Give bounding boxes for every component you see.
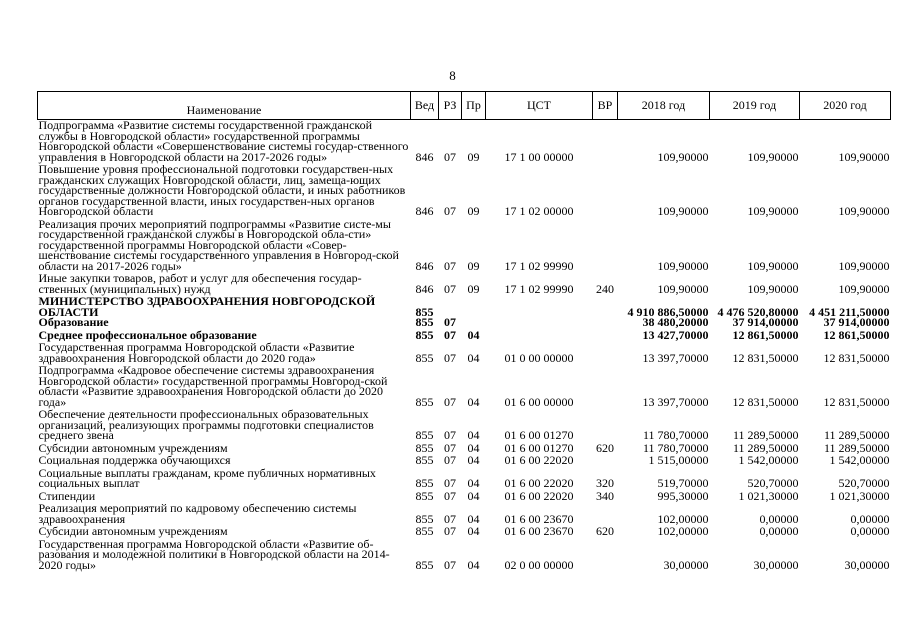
row-name: Реализация мероприятий по кадровому обеспечению системы здравоохранения [38,501,357,526]
row-2020: 11 289,50000 [823,440,890,455]
header-2020: 2020 год [800,92,891,120]
row-ved: 855 [415,524,434,538]
row-2019: 1 542,00000 [738,453,799,467]
table-row [38,503,891,526]
row-rz: 07 [444,327,456,342]
row-ved: 855 [415,488,434,503]
row-2020: 4 451 211,50000 [809,304,890,319]
row-cst: 01 6 00 22020 [504,476,574,490]
row-2018: 13 427,70000 [642,327,709,342]
row-2018: 4 910 886,50000 [627,304,709,319]
row-cst: 17 1 02 99990 [504,258,574,273]
header-rz: РЗ [439,92,462,120]
table-row [38,342,891,365]
row-ved: 855 [415,428,434,442]
row-pr [462,296,486,317]
row-rz: 07 [444,315,456,329]
row-vr [593,296,618,317]
row-name: Иные закупки товаров, работ и услуг для обеспечения государ-ственных (муниципальных) нужд [38,271,362,296]
row-2020: 30,00000 [844,557,890,572]
header-ved: Вед [411,92,439,120]
row-ved: 846 [415,149,434,164]
row-ved: 846 [415,204,434,218]
row-2020: 109,90000 [838,258,890,273]
row-2019: 1 021,30000 [738,488,799,503]
row-pr: 04 [467,557,480,572]
row-2019: 109,90000 [747,281,799,296]
row-name: Государственная программа Новгородской области «Развитие здравоохранения Новгородской области до 2020 года» [38,340,355,365]
header-2018: 2018 год [618,92,710,120]
row-rz: 07 [444,476,456,490]
row-2019: 109,90000 [747,258,799,273]
row-2018: 1 515,00000 [648,453,709,467]
row-2018: 13 397,70000 [642,394,709,409]
row-2019: 12 831,50000 [732,394,799,409]
row-rz [439,296,462,317]
row-ved: 855 [415,511,434,526]
row-2018: 13 397,70000 [642,350,709,365]
row-2019: 0,00000 [759,511,799,526]
row-pr: 09 [467,149,480,164]
row-cst: 01 6 00 22020 [504,488,574,503]
row-2020: 12 861,50000 [823,327,890,342]
row-vr: 620 [596,524,614,538]
table-row [38,120,891,165]
row-2018: 11 780,70000 [642,440,709,455]
row-rz: 07 [444,204,456,218]
row-vr [593,164,618,219]
row-2020: 12 831,50000 [823,350,890,365]
row-pr: 09 [467,258,480,273]
row-ved: 846 [415,281,434,296]
row-2020: 1 021,30000 [829,488,890,503]
row-pr: 04 [467,327,480,342]
header-row [38,92,891,120]
row-2019: 12 861,50000 [732,327,799,342]
row-2020: 11 289,50000 [823,428,890,442]
row-name: Стипендии [38,488,96,503]
row-ved: 855 [415,327,434,342]
row-name: Социальные выплаты гражданам, кроме публичных нормативных социальных выплат [38,465,376,490]
header-name: Наименование [38,92,411,120]
row-rz: 07 [444,428,456,442]
row-rz: 07 [444,394,456,409]
row-cst: 01 0 00 00000 [504,350,574,365]
row-name: Повышение уровня профессиональной подготовки государствен-ных гражданских служащих Новгородской области, лиц, замеща-ющих государственные должности Новгородской области, и иных работников органов государственной власти, иных государствен-ных органов Новгородской области [38,162,406,218]
row-name: Обеспечение деятельности профессиональных образовательных организаций, реализующих программы подготовки специалистов среднего звена [38,407,374,442]
row-cst: 01 6 00 00000 [504,394,574,409]
row-pr: 09 [467,204,480,218]
row-pr: 04 [467,476,480,490]
table-row [38,273,891,296]
row-2020: 1 542,00000 [829,453,890,467]
row-vr [593,342,618,365]
row-pr: 04 [467,394,480,409]
row-cst: 17 1 02 99990 [504,281,574,296]
row-name: Субсидии автономным учреждениям [38,440,228,455]
row-name: Подпрограмма «Развитие системы государственной гражданской службы в Новгородской области» государственной программы Новгородской области «Совершенствование системы государ-ственного управления в Новгородской области на 2017-2026 годы» [38,118,409,164]
row-cst: 01 6 00 23670 [504,524,574,538]
row-2019: 11 289,50000 [732,440,799,455]
row-2018: 102,00000 [657,511,709,526]
row-cst [486,296,593,317]
row-name: Субсидии автономным учреждениям [38,524,228,538]
row-ved: 855 [415,315,434,329]
row-cst: 01 6 00 22020 [504,453,574,467]
row-cst [486,317,593,330]
row-pr: 04 [467,350,480,365]
row-2018: 11 780,70000 [642,428,709,442]
row-2020: 109,90000 [838,204,890,218]
row-rz: 07 [444,281,456,296]
row-name: Образование [38,315,109,329]
row-ved: 855 [415,350,434,365]
row-vr: 340 [596,488,614,503]
header-vr: ВР [593,92,618,120]
row-name: Реализация прочих мероприятий подпрограммы «Развитие систе-мы государственной гражданской службы в Новгородской обла-сти» государственной программы Новгородской области «Совер-шенствование системы государственного управления в Новгород-ской области на 2017-2026 годы» [38,216,399,273]
row-pr: 04 [467,488,480,503]
row-name: Подпрограмма «Кадровое обеспечение системы здравоохранения Новгородской области» государственной программы Новгород-ской области «Развитие здравоохранения Новгородской области до 2020 года» [38,363,388,409]
row-2018: 109,90000 [657,149,709,164]
row-2020: 109,90000 [838,281,890,296]
row-cst: 17 1 00 00000 [504,149,574,164]
row-rz: 07 [444,440,456,455]
row-rz: 07 [444,524,456,538]
row-cst: 01 6 00 23670 [504,511,574,526]
row-rz: 07 [444,149,456,164]
header-2019: 2019 год [710,92,800,120]
row-2018: 30,00000 [663,557,709,572]
table-row [38,468,891,491]
table-row [38,539,891,571]
table-row [38,219,891,274]
row-name: Среднее профессиональное образование [38,327,257,342]
row-pr: 04 [467,453,480,467]
row-vr [593,120,618,165]
row-ved: 855 [415,394,434,409]
row-pr: 04 [467,428,480,442]
row-ved: 855 [415,476,434,490]
row-2019: 109,90000 [747,149,799,164]
row-pr: 09 [467,281,480,296]
row-2020: 0,00000 [850,511,890,526]
row-2018: 109,90000 [657,281,709,296]
row-rz: 07 [444,350,456,365]
row-2020: 109,90000 [838,149,890,164]
page-number: 8 [449,68,456,83]
row-pr: 04 [467,440,480,455]
budget-table [37,91,891,570]
row-2020: 12 831,50000 [823,394,890,409]
row-rz: 07 [444,488,456,503]
row-2020: 520,70000 [838,476,890,490]
table-row [38,409,891,443]
row-2018: 109,90000 [657,204,709,218]
row-pr: 04 [467,511,480,526]
table-row [38,365,891,409]
row-cst: 17 1 02 00000 [504,204,574,218]
row-vr [593,317,618,330]
row-2019: 4 476 520,80000 [717,304,799,319]
row-vr: 620 [596,440,614,455]
row-vr [593,330,618,343]
row-vr [593,539,618,571]
row-ved: 855 [415,557,434,572]
header-pr: Пр [462,92,486,120]
row-2020: 0,00000 [850,524,890,538]
row-vr [593,365,618,409]
row-ved: 855 [415,440,434,455]
row-rz: 07 [444,557,456,572]
row-2019: 11 289,50000 [732,428,799,442]
row-2020: 37 914,00000 [823,315,890,329]
row-2018: 38 480,20000 [642,315,709,329]
row-rz: 07 [444,258,456,273]
row-cst: 01 6 00 01270 [504,440,574,455]
row-2019: 30,00000 [753,557,799,572]
row-vr: 240 [596,281,614,296]
row-name: Социальная поддержка обучающихся [38,453,231,467]
row-pr: 04 [467,524,480,538]
row-vr [593,455,618,468]
table-row [38,296,891,317]
row-ved: 855 [415,453,434,467]
row-cst [486,330,593,343]
row-2018: 109,90000 [657,258,709,273]
row-vr [593,219,618,274]
row-vr [593,409,618,443]
table-row [38,164,891,219]
row-cst: 02 0 00 00000 [504,557,574,572]
row-vr: 320 [596,476,614,490]
row-2018: 519,70000 [657,476,709,490]
row-2019: 37 914,00000 [732,315,799,329]
row-2018: 102,00000 [657,524,709,538]
row-cst: 01 6 00 01270 [504,428,574,442]
row-rz: 07 [444,453,456,467]
row-2019: 520,70000 [747,476,799,490]
row-vr [593,503,618,526]
row-ved: 846 [415,258,434,273]
row-ved: 855 [415,304,434,319]
row-name: Государственная программа Новгородской области «Развитие об-разования и молодежной политики в Новгородской области на 2014-2020 годы» [38,536,390,572]
header-cst: ЦСТ [486,92,593,120]
row-rz: 07 [444,511,456,526]
row-2018: 995,30000 [657,488,709,503]
row-2019: 0,00000 [759,524,799,538]
row-name: МИНИСТЕРСТВО ЗДРАВООХРАНЕНИЯ НОВГОРОДСКОЙ ОБЛАСТИ [38,294,376,319]
row-2019: 12 831,50000 [732,350,799,365]
row-2019: 109,90000 [747,204,799,218]
